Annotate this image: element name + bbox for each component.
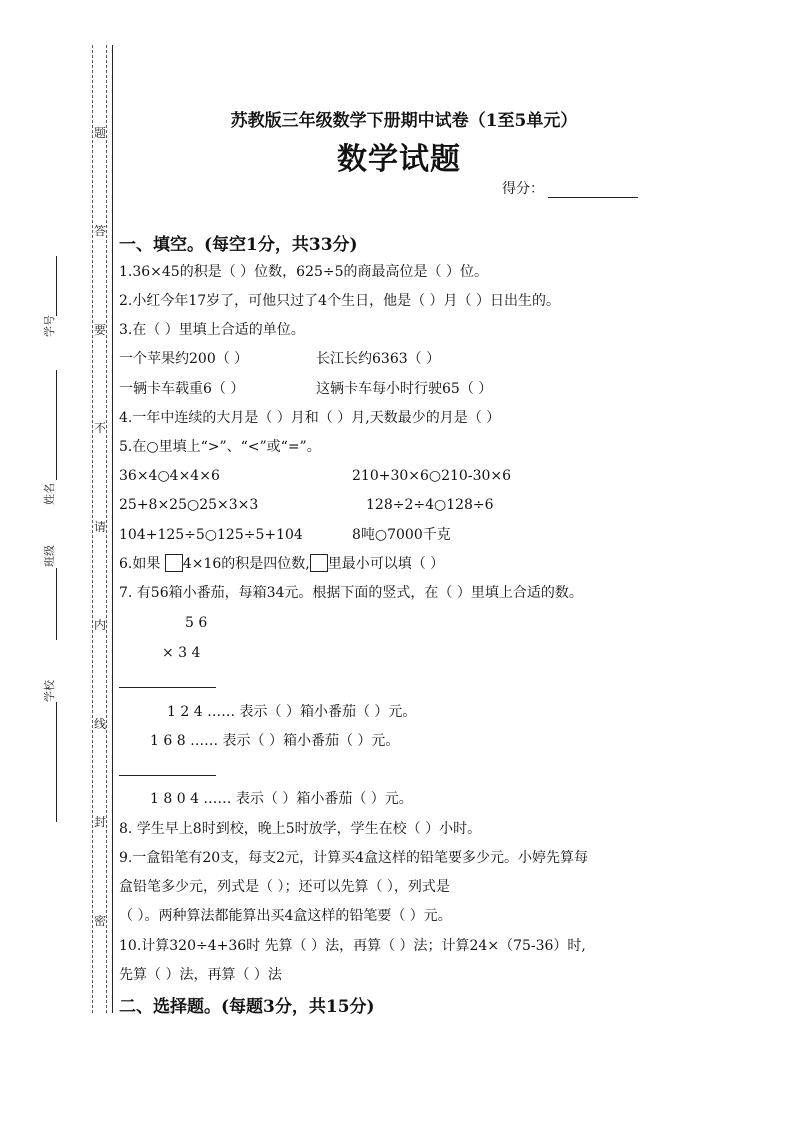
student-no-label: 学号 — [43, 315, 56, 337]
answer-box[interactable] — [165, 554, 183, 572]
seal-char-2: 答 — [93, 224, 106, 238]
class-label: 班级 — [43, 545, 56, 567]
seal-char-3: 要 — [93, 323, 106, 337]
question-3-truck-speed: 这辆卡车每小时行驶65（ ） — [316, 381, 493, 397]
name-label: 姓名 — [43, 483, 56, 505]
question-10-line-2: 先算（ ）法，再算（ ）法 — [119, 967, 282, 983]
question-7-multiplier: × 3 4 — [162, 645, 201, 661]
name-line[interactable] — [56, 370, 57, 480]
score-field — [502, 178, 638, 198]
question-6-prefix: 6.如果 — [119, 556, 161, 572]
school-label: 学校 — [43, 680, 56, 702]
question-10-line-1: 10.计算320÷4+36时 先算（ ）法，再算（ ）法；计算24×（75-36）时, — [119, 938, 586, 954]
question-6-suffix: 里最小可以填（ ） — [327, 556, 445, 572]
question-5a: 36×4○4×4×6 — [119, 468, 220, 484]
question-5d: 128÷2÷4○128÷6 — [366, 497, 494, 513]
score-label: 得分： — [502, 181, 544, 197]
question-7: 7. 有56箱小番茄，每箱34元。根据下面的竖式，在（ ）里填上合适的数。 — [119, 585, 583, 601]
question-5e: 104+125÷5○125÷5+104 — [119, 527, 303, 543]
question-2: 2.小红今年17岁了，可他只过了4个生日，他是（ ）月（ ）日出生的。 — [119, 293, 560, 309]
question-7-row-1: 1 2 4 …… 表示（ ）箱小番茄（ ）元。 — [167, 704, 417, 720]
vertical-calc-rule-1 — [119, 687, 216, 688]
student-no-line[interactable] — [56, 256, 57, 316]
school-line[interactable] — [56, 702, 57, 822]
seal-char-9: 密 — [93, 914, 106, 928]
question-7-multiplicand: 5 6 — [185, 615, 208, 631]
section-2-heading: 二、选择题。(每题3分，共15分) — [119, 997, 375, 1017]
answer-box[interactable] — [310, 554, 328, 572]
exam-subtitle: 数学试题 — [337, 142, 461, 177]
question-1: 1.36×45的积是（ ）位数，625÷5的商最高位是（ ）位。 — [119, 264, 488, 280]
seal-char-7: 线 — [93, 717, 106, 731]
question-7-row-3: 1 8 0 4 …… 表示（ ）箱小番茄（ ）元。 — [150, 791, 413, 807]
question-9-line-3: （ ）。两种算法都能算出买4盒这样的铅笔要（ ）元。 — [119, 908, 452, 924]
question-5c: 25+8×25○25×3×3 — [119, 497, 259, 513]
score-blank[interactable] — [548, 183, 638, 198]
question-3-truck-load: 一辆卡车载重6（ ） — [119, 381, 245, 397]
question-3: 3.在（ ）里填上合适的单位。 — [119, 322, 305, 338]
question-4: 4.一年中连续的大月是（ ）月和（ ）月,天数最少的月是（ ） — [119, 410, 501, 426]
question-5f: 8吨○7000千克 — [352, 527, 451, 543]
seal-char-5: 请 — [93, 520, 106, 534]
seal-char-6: 内 — [93, 618, 106, 632]
question-3-river: 长江长约6363（ ） — [316, 351, 441, 367]
question-7-row-2: 1 6 8 …… 表示（ ）箱小番茄（ ）元。 — [150, 733, 400, 749]
question-5: 5.在○里填上“>”、“<”或“=”。 — [119, 439, 321, 455]
question-9-line-1: 9.一盒铅笔有20支，每支2元，计算买4盒这样的铅笔要多少元。小婷先算每 — [119, 850, 588, 866]
section-1-heading: 一、填空。(每空1分，共33分) — [119, 235, 358, 255]
question-5b: 210+30×6○210-30×6 — [352, 468, 512, 484]
margin-solid-line — [112, 45, 113, 1013]
seal-char-1: 题 — [93, 126, 106, 140]
seal-char-8: 封 — [93, 815, 106, 829]
question-8: 8. 学生早上8时到校，晚上5时放学，学生在校（ ）小时。 — [119, 821, 482, 837]
vertical-calc-rule-2 — [119, 775, 216, 776]
seal-char-4: 不 — [93, 421, 106, 435]
question-9-line-2: 盒铅笔多少元，列式是（ ）；还可以先算（ ），列式是 — [119, 879, 450, 895]
question-6 — [119, 554, 444, 573]
exam-title: 苏教版三年级数学下册期中试卷（1至5单元） — [230, 111, 578, 131]
class-line[interactable] — [56, 568, 57, 640]
question-3-apple: 一个苹果约200（ ） — [119, 351, 249, 367]
question-6-mid: 4×16的积是四位数, — [182, 556, 310, 572]
